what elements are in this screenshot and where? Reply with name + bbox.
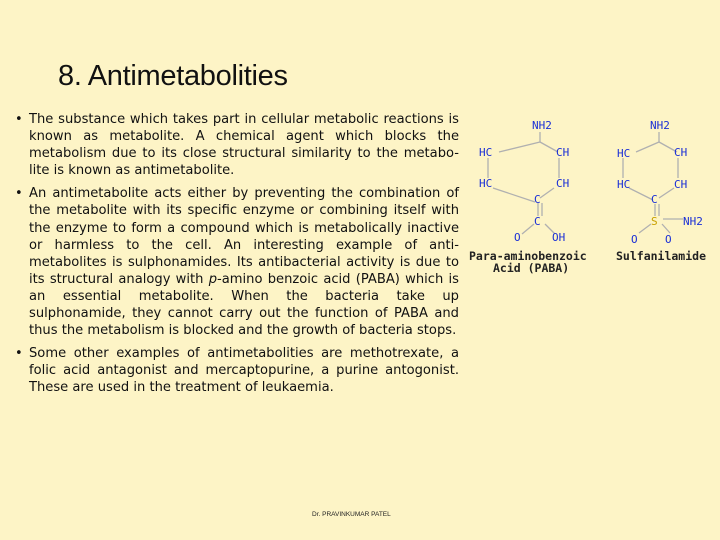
- footer-author: Dr. PRAVINKUMAR PATEL: [312, 511, 391, 518]
- paba-name-line2: Acid (PABA): [493, 261, 570, 275]
- bullet-dot: •: [15, 112, 23, 127]
- sulfa-ring-c-label: C: [651, 193, 658, 206]
- sulfa-oxygen-left-label: O: [631, 233, 638, 246]
- sulfa-sulfur-label: S: [651, 215, 658, 228]
- paba-hc-bottom-label: HC: [479, 177, 493, 190]
- bullet-list: [12, 111, 459, 403]
- bullet-text: The substance which takes part in cellular metabolic reactions is known as metabolite. A chemical agent which blocks the metabolism due to its close structural similarity to the metabo-lite is known as antimetabolite.: [29, 112, 459, 179]
- sulfa-oxygen-right-label: O: [665, 233, 672, 246]
- paba-hc-top-label: HC: [479, 146, 493, 159]
- bullet-item: [12, 345, 459, 396]
- paba-ch-top-label: CH: [556, 146, 570, 159]
- paba-oh-label: OH: [552, 231, 566, 244]
- sulfanilamide-name: Sulfanilamide: [616, 249, 707, 263]
- sulfa-ch-top-label: CH: [674, 146, 688, 159]
- slide-title: 8. Antimetabolities: [58, 60, 288, 92]
- paba-bonds: [488, 132, 559, 234]
- bullet-text: Some other examples of antimetabolities are methotrexate, a folic acid antagonist and mercaptopurine, a purine antogonist. These are used in the treatment of leukaemia.: [29, 346, 459, 396]
- paba-name-line1: Para-aminobenzoic: [469, 249, 587, 263]
- paba-nh2-label: NH2: [532, 119, 552, 132]
- paba-atoms: [479, 119, 569, 244]
- paba-carboxyl-c-label: C: [534, 215, 541, 228]
- chemical-structures-figure: [466, 112, 714, 282]
- sulfanilamide-atoms: [617, 119, 703, 246]
- sulfa-hc-top-label: HC: [617, 147, 631, 160]
- paba-ring-c-label: C: [534, 193, 541, 206]
- sulfa-hc-bottom-label: HC: [617, 178, 631, 191]
- paba-ch-bottom-label: CH: [556, 177, 570, 190]
- paba-name: [469, 249, 587, 275]
- sulfa-nh2-label: NH2: [683, 215, 703, 228]
- sulfa-ch-bottom-label: CH: [674, 178, 688, 191]
- bullet-text: An antimetabolite acts either by preventing the combination of the metabolite with its specific enzyme or combining itself with the enzyme to form a compound which is metabolically inactive or harmless to the cell. An interesting example of anti-metabolites is sulphonamides. Its antibacterial activity is due to its structural analogy with: [29, 186, 459, 287]
- bullet-item: [12, 111, 459, 179]
- bullet-item: [12, 185, 459, 339]
- bullet-text-continued: -amino benzoic acid (PABA) which is an essential metabolite. When the bacteria take up sulphonamide, they cannot carry out the function of PABA and thus the metabolism is blocked and the growth of bacteria stops.: [29, 271, 459, 339]
- bullet-italic-text: p: [208, 271, 218, 287]
- bullet-dot: •: [15, 346, 23, 362]
- sulfa-nh2-top-label: NH2: [650, 119, 670, 132]
- paba-oxygen-label: O: [514, 231, 521, 244]
- bullet-dot: •: [15, 186, 23, 202]
